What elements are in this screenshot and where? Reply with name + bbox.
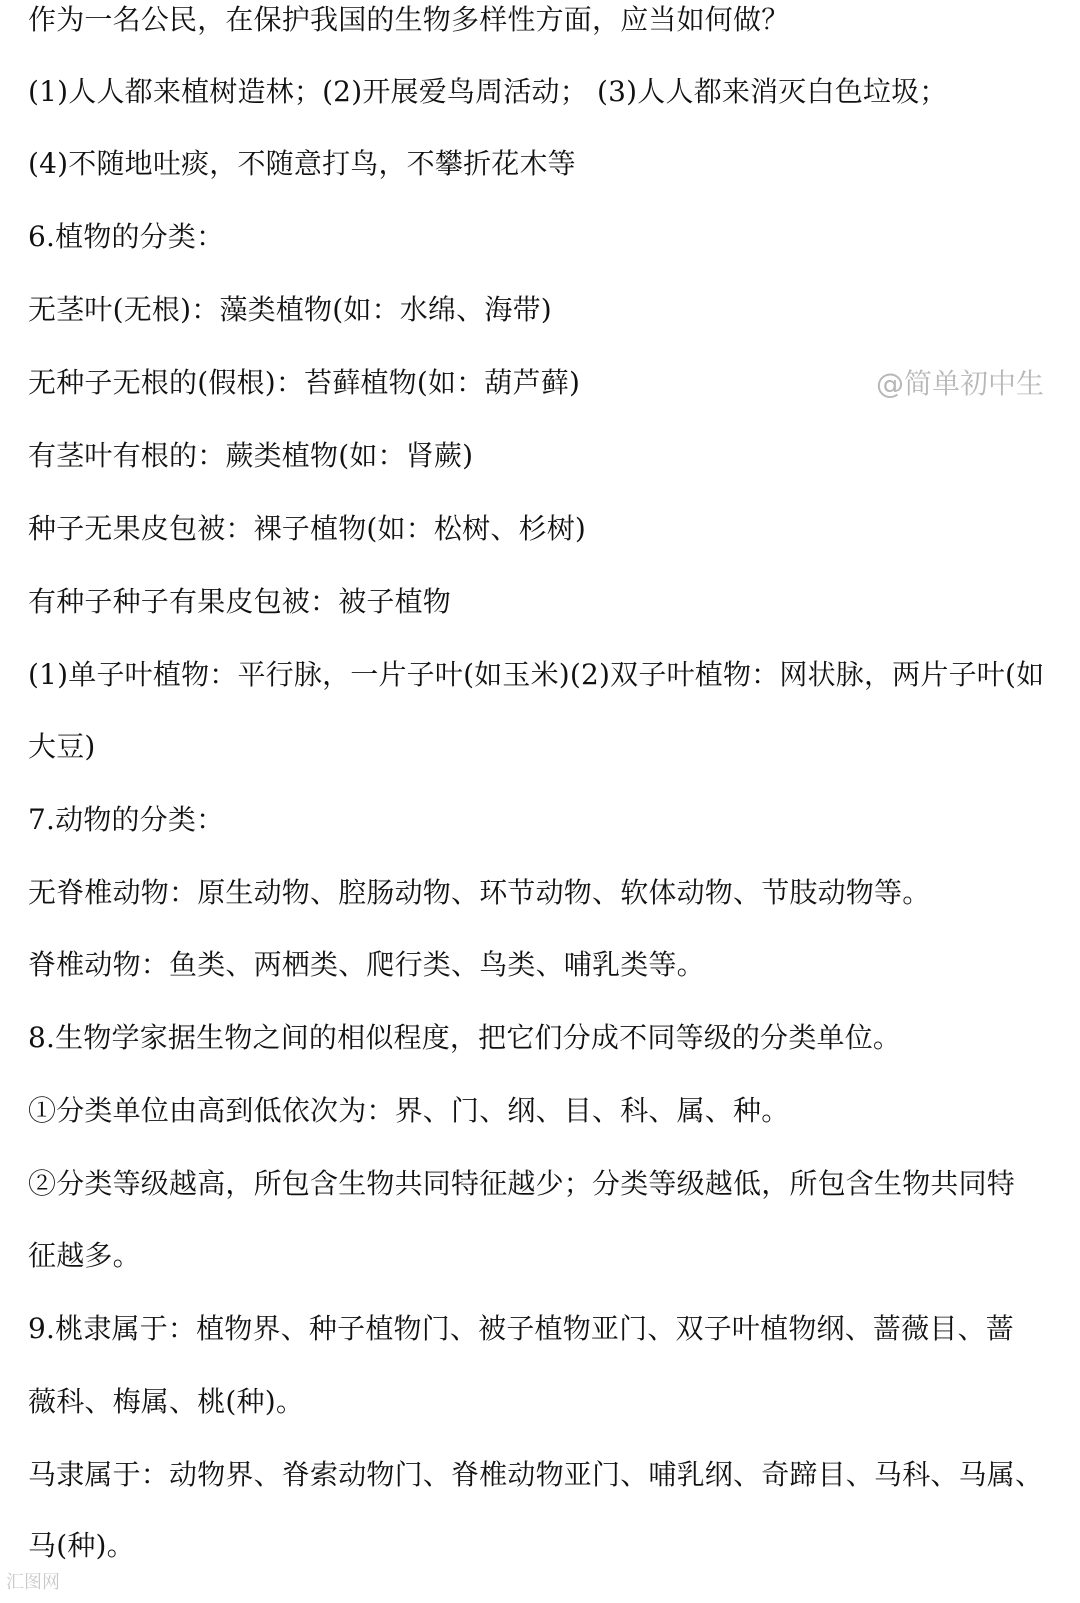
text-line-peach-cont: 薇科、梅属、桃(种)。	[28, 1385, 305, 1418]
section-heading-classification: 8.生物学家据生物之间的相似程度，把它们分成不同等级的分类单位。	[28, 1021, 902, 1054]
text-line-monocot-dicot: (1)单子叶植物：平行脉，一片子叶(如玉米)(2)双子叶植物：网状脉，两片子叶(如	[28, 658, 1045, 691]
text-line-monocot-dicot-cont: 大豆)	[28, 730, 96, 763]
text-line-peach: 9.桃隶属于：植物界、种子植物门、被子植物亚门、双子叶植物纲、蔷薇目、蔷	[28, 1312, 1014, 1345]
watermark-label: @简单初中生	[876, 367, 1045, 400]
text-line-rank-traits: ②分类等级越高，所包含生物共同特征越少；分类等级越低，所包含生物共同特	[28, 1167, 1016, 1200]
text-line-horse: 马隶属于：动物界、脊索动物门、脊椎动物亚门、哺乳纲、奇蹄目、马科、马属、	[28, 1458, 1044, 1491]
text-line-vertebrates: 脊椎动物：鱼类、两栖类、爬行类、鸟类、哺乳类等。	[28, 948, 705, 981]
text-line-horse-cont: 马(种)。	[28, 1529, 135, 1562]
text-line-gymnosperms: 种子无果皮包被：裸子植物(如：松树、杉树)	[28, 512, 587, 545]
section-heading-plants: 6.植物的分类：	[28, 220, 225, 253]
text-line-invertebrates: 无脊椎动物：原生动物、腔肠动物、环节动物、软体动物、节肢动物等。	[28, 876, 931, 909]
text-line-answer-4: (4)不随地吐痰，不随意打鸟，不攀折花木等	[28, 147, 576, 180]
text-line-mosses: 无种子无根的(假根)：苔藓植物(如：葫芦藓)	[28, 366, 581, 399]
text-line-rank-order: ①分类单位由高到低依次为：界、门、纲、目、科、属、种。	[28, 1094, 790, 1127]
text-line-ferns: 有茎叶有根的：蕨类植物(如：肾蕨)	[28, 439, 474, 472]
text-line-answers-1-3: (1)人人都来植树造林；(2)开展爱鸟周活动； (3)人人都来消灭白色垃圾；	[28, 75, 948, 108]
text-line-algae: 无茎叶(无根)：藻类植物(如：水绵、海带)	[28, 293, 552, 326]
text-line-angiosperms: 有种子种子有果皮包被：被子植物	[28, 585, 452, 618]
section-heading-animals: 7.动物的分类：	[28, 803, 225, 836]
text-line-intro-question: 作为一名公民，在保护我国的生物多样性方面，应当如何做？	[28, 3, 790, 36]
footer-watermark: 汇图网	[6, 1572, 60, 1593]
text-line-rank-traits-cont: 征越多。	[28, 1239, 141, 1272]
